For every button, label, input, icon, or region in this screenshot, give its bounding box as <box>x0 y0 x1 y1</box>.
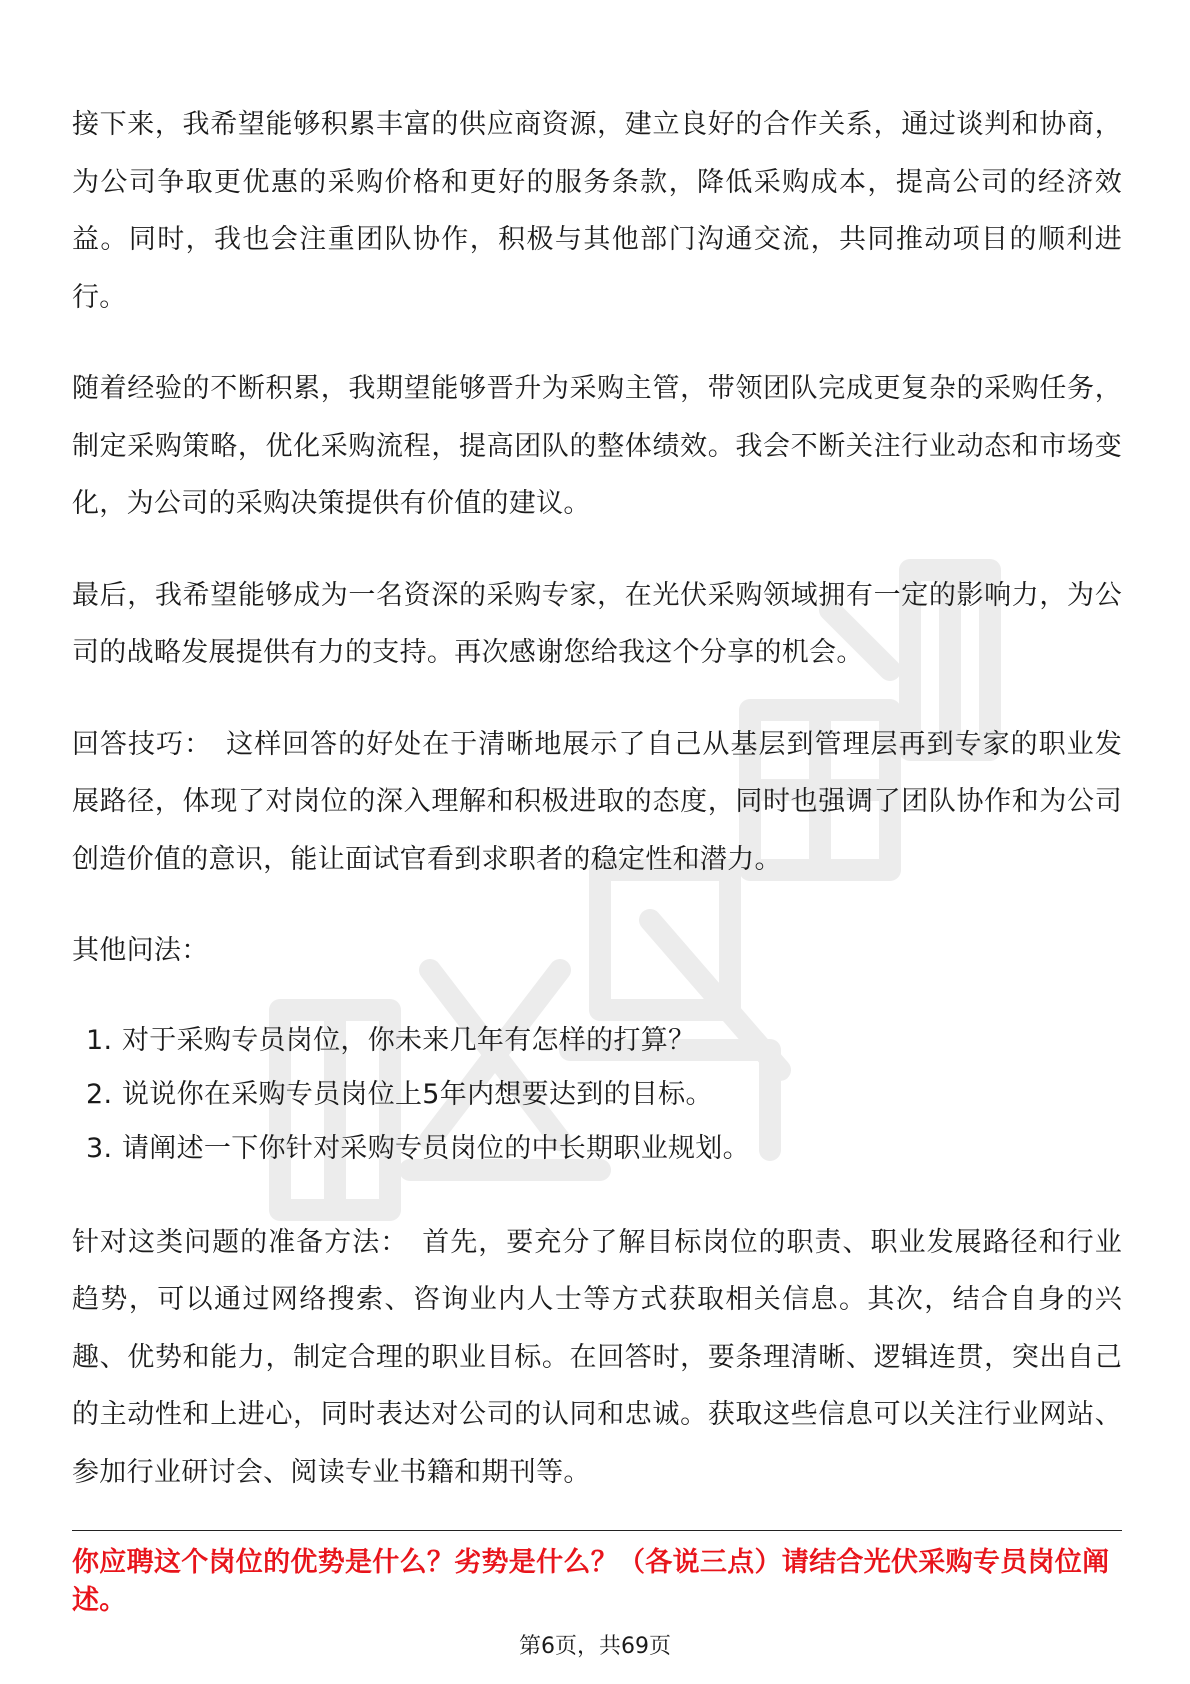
list-item-text: 请阐述一下你针对采购专员岗位的中长期职业规划。 <box>122 1132 750 1164</box>
document-body <box>72 96 1122 1535</box>
next-question-heading: 你应聘这个岗位的优势是什么？劣势是什么？（各说三点）请结合光伏采购专员岗位阐述。 <box>72 1547 1110 1616</box>
paragraph-promotion: 随着经验的不断积累，我期望能够晋升为采购主管，带领团队完成更复杂的采购任务，制定采购策略，优化采购流程，提高团队的整体绩效。我会不断关注行业动态和市场变化，为公司的采购决策提供有价值的建议。 <box>72 373 1122 519</box>
page-footer: 第6页，共69页 <box>519 1634 671 1659</box>
preparation-method-label: 针对这类问题的准备方法： <box>72 1226 409 1258</box>
list-item <box>72 1068 1122 1122</box>
answer-tip-text: 这样回答的好处在于清晰地展示了自己从基层到管理层再到专家的职业发展路径，体现了对岗位的深入理解和积极进取的态度，同时也强调了团队协作和为公司创造价值的意识，能让面试官看到求职者的稳定性和潜力。 <box>72 728 1123 875</box>
paragraph-expert: 最后，我希望能够成为一名资深的采购专家，在光伏采购领域拥有一定的影响力，为公司的战略发展提供有力的支持。再次感谢您给我这个分享的机会。 <box>72 579 1122 668</box>
preparation-method-text: 首先，要充分了解目标岗位的职责、职业发展路径和行业趋势，可以通过网络搜索、咨询业内人士等方式获取相关信息。其次，结合自身的兴趣、优势和能力，制定合理的职业目标。在回答时，要条理清晰、逻辑连贯，突出自己的主动性和上进心，同时表达对公司的认同和忠诚。获取这些信息可以关注行业网站、参加行业研讨会、阅读专业书籍和期刊等。 <box>72 1226 1122 1488</box>
paragraph-career-goals: 接下来，我希望能够积累丰富的供应商资源，建立良好的合作关系，通过谈判和协商，为公司争取更优惠的采购价格和更好的服务条款，降低采购成本，提高公司的经济效益。同时，我也会注重团队协作，积极与其他部门沟通交流，共同推动项目的顺利进行。 <box>72 109 1122 313</box>
preparation-method <box>72 1214 1122 1502</box>
list-item <box>72 1014 1122 1068</box>
section-divider <box>72 1530 1122 1531</box>
other-questions-list <box>72 1014 1122 1176</box>
answer-tip <box>72 716 1122 889</box>
other-questions-heading: 其他问法： <box>72 935 209 966</box>
answer-tip-label: 回答技巧： <box>72 728 213 760</box>
list-item-number: 3. <box>86 1132 113 1164</box>
list-item <box>72 1122 1122 1176</box>
list-item-text: 说说你在采购专员岗位上5年内想要达到的目标。 <box>122 1078 713 1110</box>
list-item-number: 2. <box>86 1078 113 1110</box>
list-item-text: 对于采购专员岗位，你未来几年有怎样的打算？ <box>122 1024 696 1056</box>
list-item-number: 1. <box>86 1024 113 1056</box>
